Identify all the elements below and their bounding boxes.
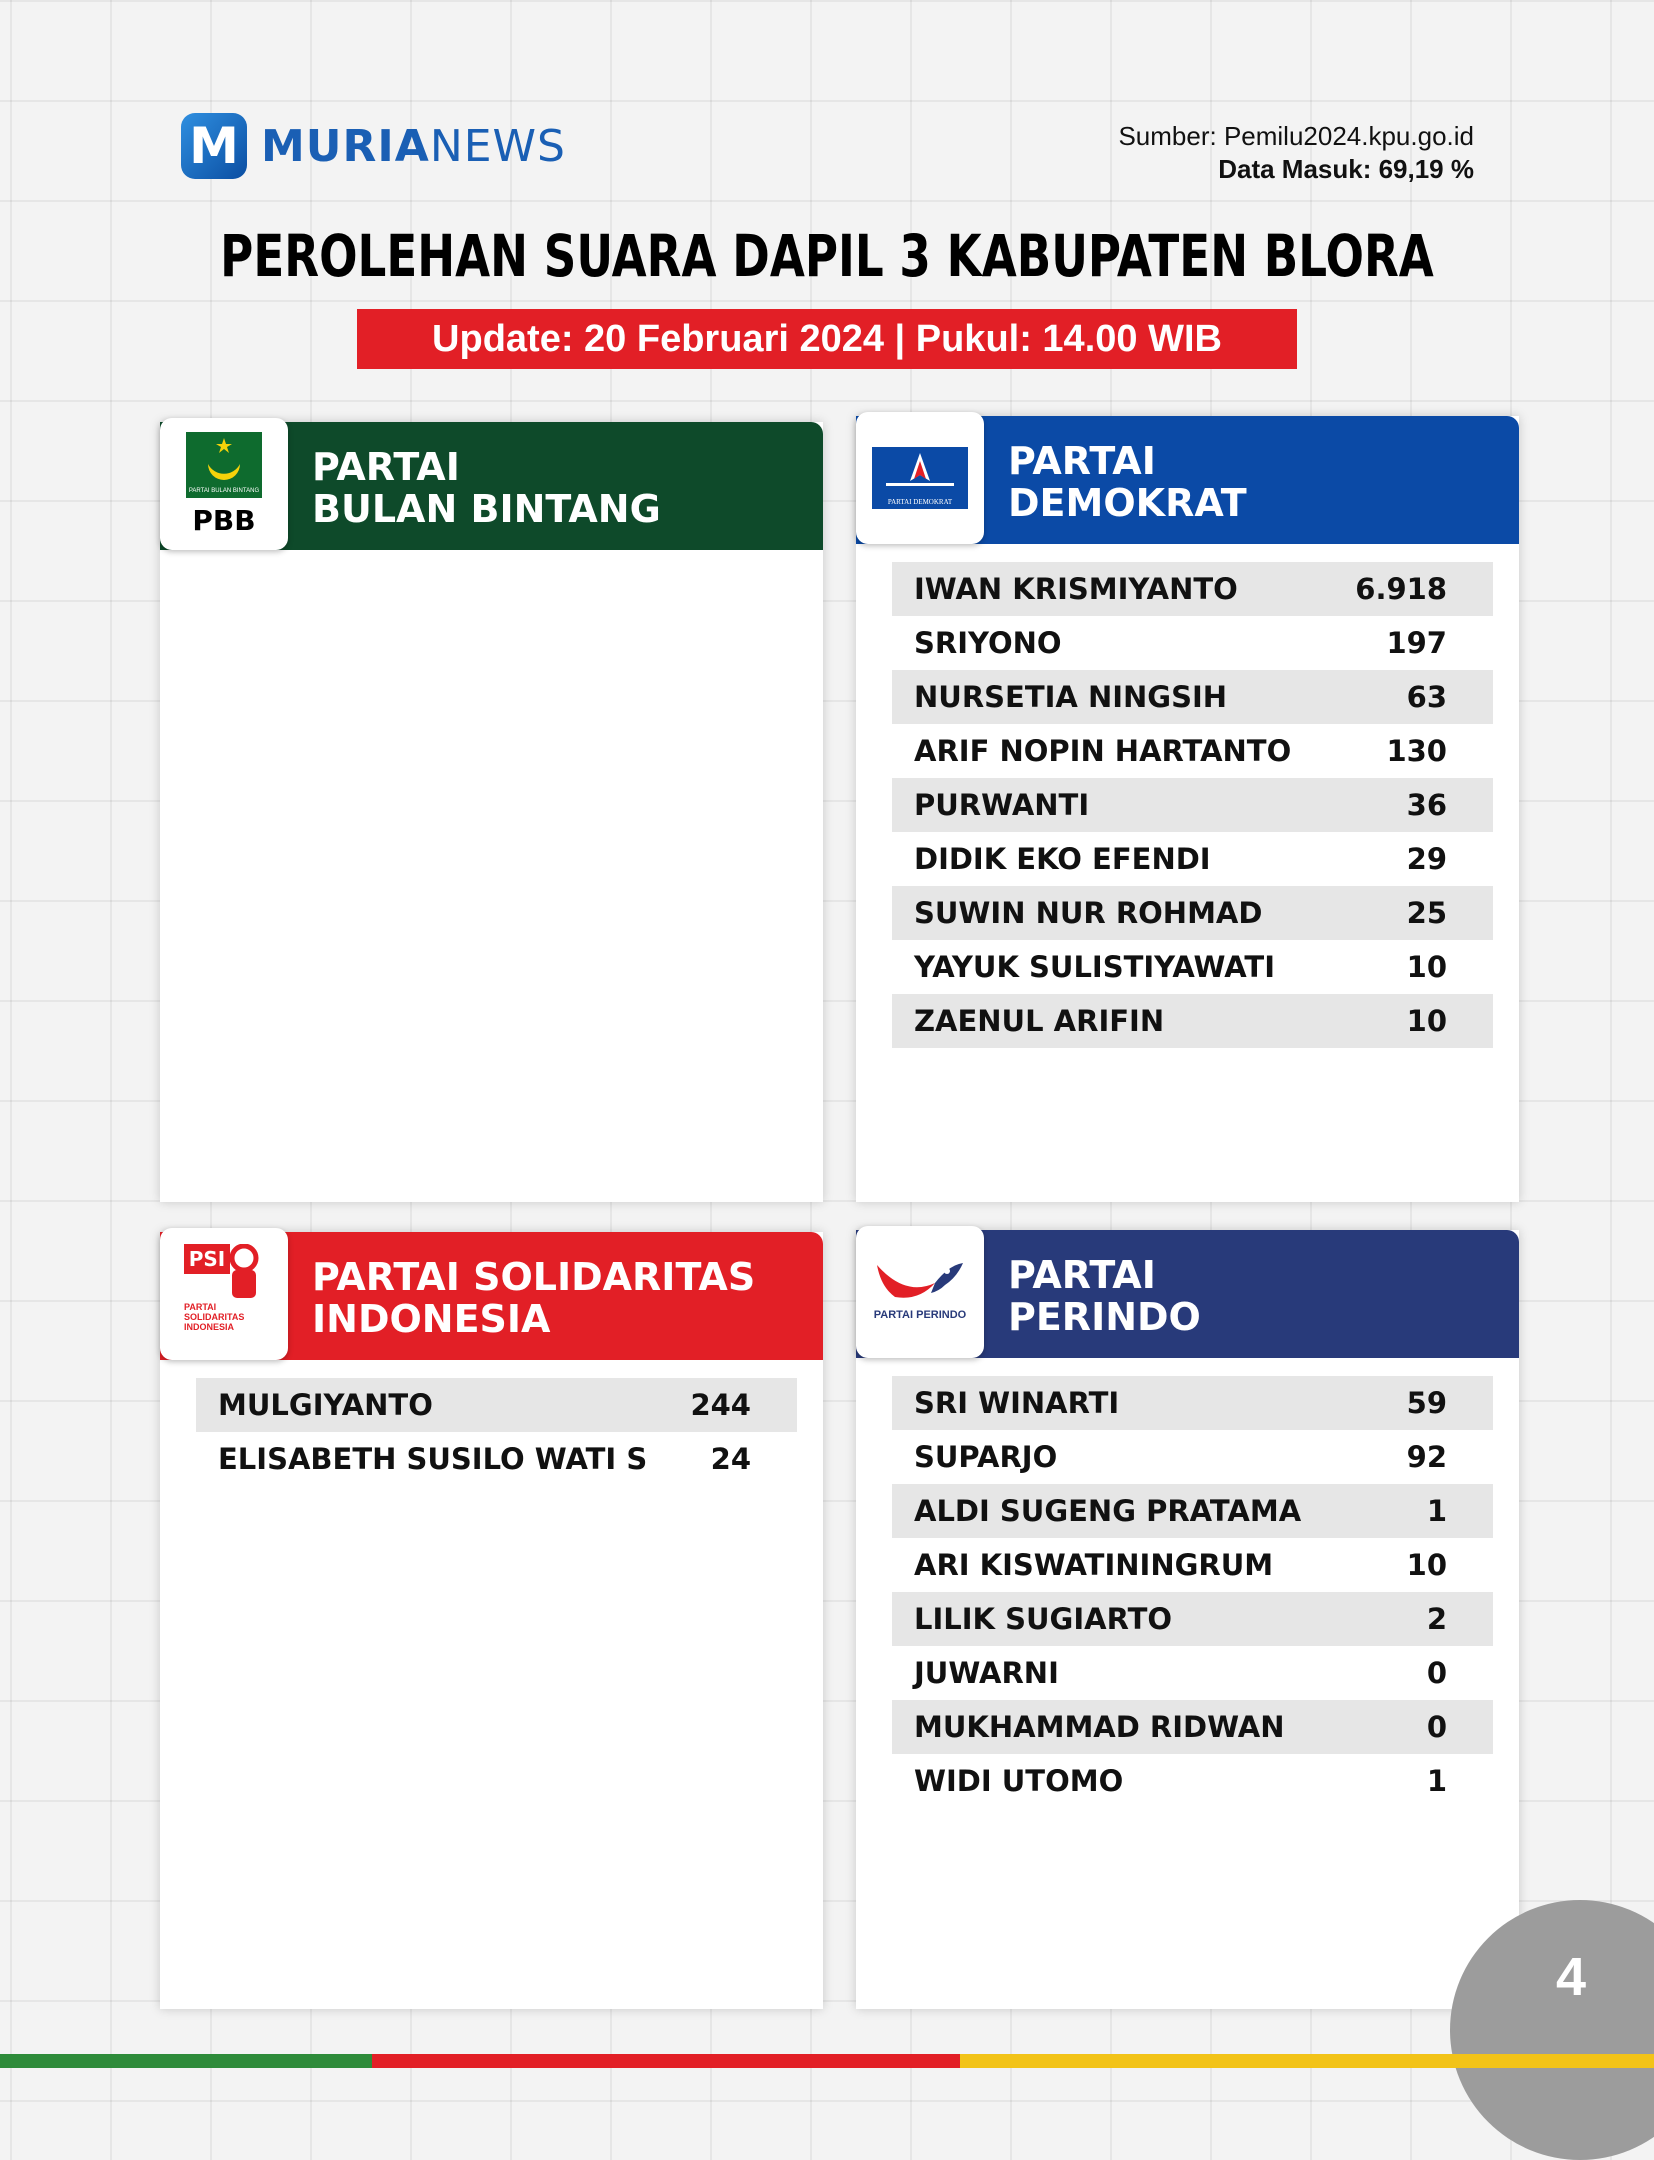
candidate-votes: 0 <box>1426 1710 1447 1744</box>
candidate-name: SRI WINARTI <box>914 1386 1120 1420</box>
candidate-row <box>892 1376 1493 1430</box>
card-demokrat <box>856 416 1519 1202</box>
perindo-logo-label: PARTAI PERINDO <box>873 1309 967 1321</box>
demokrat-logo-label: PARTAI DEMOKRAT <box>887 498 953 506</box>
candidate-row <box>892 1484 1493 1538</box>
candidate-votes: 92 <box>1406 1440 1447 1474</box>
card-perindo-title-line2: PERINDO <box>1008 1295 1201 1339</box>
candidate-row <box>892 778 1493 832</box>
psi-candidate-list <box>196 1378 797 1486</box>
card-demokrat-title-line1: PARTAI <box>1008 439 1156 483</box>
candidate-votes: 36 <box>1406 788 1447 822</box>
psi-logo-text-3: INDONESIA <box>184 1322 235 1332</box>
demokrat-logo-icon <box>856 412 984 544</box>
candidate-name: JUWARNI <box>914 1656 1059 1690</box>
source-info <box>1118 120 1474 186</box>
candidate-row <box>892 1592 1493 1646</box>
candidate-votes: 25 <box>1406 896 1447 930</box>
candidate-row <box>892 994 1493 1048</box>
candidate-row <box>892 832 1493 886</box>
candidate-name: IWAN KRISMIYANTO <box>914 572 1238 606</box>
card-perindo-title <box>1008 1254 1201 1338</box>
candidate-name: ARI KISWATININGRUM <box>914 1548 1274 1582</box>
card-psi-title-line1: PARTAI SOLIDARITAS <box>312 1255 756 1299</box>
candidate-name: ARIF NOPIN HARTANTO <box>914 734 1292 768</box>
candidate-name: MUKHAMMAD RIDWAN <box>914 1710 1285 1744</box>
candidate-votes: 10 <box>1406 1004 1447 1038</box>
candidate-votes: 1 <box>1426 1764 1447 1798</box>
candidate-row <box>892 940 1493 994</box>
candidate-row <box>892 1754 1493 1808</box>
perindo-logo-icon <box>856 1226 984 1358</box>
candidate-name: SUPARJO <box>914 1440 1058 1474</box>
demokrat-candidate-list <box>892 562 1493 1048</box>
candidate-votes: 63 <box>1406 680 1447 714</box>
brand-name-bold: MURIA <box>261 120 430 172</box>
psi-logo-label: PSI <box>184 1244 230 1274</box>
candidate-name: YAYUK SULISTIYAWATI <box>914 950 1275 984</box>
candidate-votes: 59 <box>1406 1386 1447 1420</box>
page-number: 4 <box>1556 1947 1587 2007</box>
card-pbb-title <box>312 446 661 530</box>
candidate-name: LILIK SUGIARTO <box>914 1602 1173 1636</box>
source-line: Sumber: Pemilu2024.kpu.go.id <box>1118 121 1474 151</box>
update-banner: Update: 20 Februari 2024 | Pukul: 14.00 WIB <box>357 309 1297 369</box>
candidate-name: ALDI SUGENG PRATAMA <box>914 1494 1302 1528</box>
candidate-row <box>196 1378 797 1432</box>
candidate-row <box>892 1700 1493 1754</box>
candidate-votes: 197 <box>1386 626 1447 660</box>
psi-logo-text-1: PARTAI <box>184 1302 217 1312</box>
candidate-votes: 2 <box>1426 1602 1447 1636</box>
candidate-votes: 10 <box>1406 950 1447 984</box>
card-demokrat-title-line2: DEMOKRAT <box>1008 481 1247 525</box>
perindo-candidate-list <box>892 1376 1493 1808</box>
bottom-stripe-green <box>0 2054 372 2068</box>
candidate-row <box>892 886 1493 940</box>
candidate-row <box>892 616 1493 670</box>
candidate-votes: 130 <box>1386 734 1447 768</box>
card-demokrat-title <box>1008 440 1247 524</box>
pbb-logo-small-text: PARTAI BULAN BINTANG <box>188 488 260 494</box>
psi-logo-icon <box>160 1228 288 1360</box>
candidate-votes: 29 <box>1406 842 1447 876</box>
card-perindo <box>856 1230 1519 2009</box>
candidate-votes: 24 <box>710 1442 751 1476</box>
card-psi-title <box>312 1256 755 1340</box>
bottom-stripe-yellow <box>960 2054 1654 2068</box>
candidate-name: ZAENUL ARIFIN <box>914 1004 1165 1038</box>
card-pbb-title-line2: BULAN BINTANG <box>312 487 661 531</box>
brand-name <box>261 121 566 172</box>
candidate-name: DIDIK EKO EFENDI <box>914 842 1211 876</box>
candidate-votes: 0 <box>1426 1656 1447 1690</box>
card-psi-title-line2: INDONESIA <box>312 1297 551 1341</box>
page-title: PEROLEHAN SUARA DAPIL 3 KABUPATEN BLORA <box>220 222 1434 290</box>
bottom-stripe-red <box>372 2054 960 2068</box>
pbb-logo-label: PBB <box>192 504 256 537</box>
candidate-name: MULGIYANTO <box>218 1388 433 1422</box>
candidate-votes: 1 <box>1426 1494 1447 1528</box>
candidate-row <box>892 1538 1493 1592</box>
candidate-row <box>892 724 1493 778</box>
candidate-name: NURSETIA NINGSIH <box>914 680 1228 714</box>
pbb-logo-icon <box>160 418 288 550</box>
card-psi <box>160 1232 823 2009</box>
candidate-row <box>196 1432 797 1486</box>
candidate-row <box>892 1430 1493 1484</box>
candidate-name: SUWIN NUR ROHMAD <box>914 896 1263 930</box>
card-pbb-title-line1: PARTAI <box>312 445 460 489</box>
candidate-row <box>892 562 1493 616</box>
muria-news-brand <box>181 113 566 179</box>
candidate-row <box>892 1646 1493 1700</box>
brand-name-light: NEWS <box>429 120 566 172</box>
data-masuk-line: Data Masuk: 69,19 % <box>1218 154 1474 184</box>
psi-logo-text-2: SOLIDARITAS <box>184 1312 245 1322</box>
candidate-row <box>892 670 1493 724</box>
candidate-name: ELISABETH SUSILO WATI S <box>218 1442 648 1476</box>
candidate-name: SRIYONO <box>914 626 1062 660</box>
muria-news-logo-icon: M <box>181 113 247 179</box>
candidate-name: WIDI UTOMO <box>914 1764 1124 1798</box>
candidate-votes: 10 <box>1406 1548 1447 1582</box>
candidate-name: PURWANTI <box>914 788 1090 822</box>
card-perindo-title-line1: PARTAI <box>1008 1253 1156 1297</box>
candidate-votes: 244 <box>690 1388 751 1422</box>
candidate-votes: 6.918 <box>1355 572 1447 606</box>
card-pbb <box>160 422 823 1202</box>
